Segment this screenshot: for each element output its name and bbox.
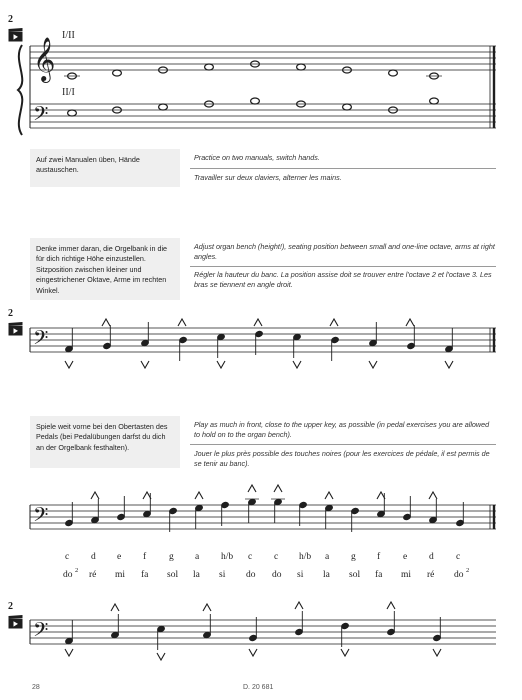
bass-clef: 𝄢 — [33, 620, 49, 646]
solfege-syllable: mi — [115, 570, 126, 580]
scale-notes — [65, 493, 465, 532]
score-system-4 — [0, 594, 522, 664]
page-number: 28 — [32, 684, 40, 691]
bass-notes — [68, 98, 439, 116]
note-letter: g — [169, 552, 174, 562]
octave-superscript: 2 — [466, 567, 470, 574]
pedal-marks — [65, 319, 453, 368]
exercise-number: 2 — [8, 14, 13, 25]
note-letter: f — [143, 552, 147, 562]
note-letter: c — [248, 552, 253, 562]
solfege-syllable: fa — [141, 570, 149, 580]
solfege-syllable: do — [63, 570, 73, 580]
brace — [18, 45, 22, 135]
solfege-syllable: la — [193, 570, 200, 580]
note-letter: g — [351, 552, 356, 562]
instruction-fr: Jouer le plus près possible des touches noires (pour les exercices de pédale, il est permis de se tenir au banc). — [194, 449, 490, 469]
bass-clef: 𝄢 — [33, 505, 49, 531]
note-letter: d — [429, 552, 434, 562]
octave-superscript: 2 — [75, 567, 79, 574]
score-system-2 — [0, 300, 522, 380]
exercise-number: 2 — [8, 601, 13, 612]
divider — [190, 444, 496, 445]
instruction-fr: Régler la hauteur du banc. La position assise doit se trouver entre l'octave 2 et l'octave 3. Les bras se tiennent en angle droit. — [194, 270, 492, 290]
note-letter: h/b — [221, 552, 234, 562]
note-letter: c — [274, 552, 279, 562]
solfege-syllable: do — [272, 570, 282, 580]
instruction-en: Adjust organ bench (height!), seating position between small and one-line octave, arms at right angles. — [194, 242, 495, 262]
instruction-en: Practice on two manuals, switch hands. — [194, 153, 320, 162]
instruction-box-de: Denke immer daran, die Orgelbank in die für dich richtige Höhe einzustellen. Sitzposition zwischen kleiner und eingestrichener Oktave, Arme im rechten Winkel. — [30, 238, 180, 300]
note-letter: c — [456, 552, 461, 562]
note-letter: h/b — [299, 552, 312, 562]
divider — [190, 168, 496, 169]
bass-clef: 𝄢 — [33, 328, 49, 354]
score-system-3 — [0, 470, 522, 550]
solfege-syllable: ré — [89, 570, 97, 580]
solfege-syllable: si — [219, 570, 226, 580]
score-system-1 — [0, 0, 522, 140]
pedal-marks — [65, 602, 441, 660]
instruction-box-de: Auf zwei Manualen üben, Hände austauschen. — [30, 149, 180, 187]
manual-label-top: I/II — [62, 30, 75, 41]
solfege-syllable: mi — [401, 570, 412, 580]
instruction-fr: Travailler sur deux claviers, alterner les mains. — [194, 173, 342, 182]
solfege-syllable: do — [246, 570, 256, 580]
bass-staff — [30, 505, 496, 529]
note-letter: f — [377, 552, 381, 562]
divider — [190, 266, 496, 267]
bass-staff — [30, 104, 496, 128]
bass-clef: 𝄢 — [33, 104, 49, 130]
exercise-number: 2 — [8, 308, 13, 319]
solfege-syllable: do — [454, 570, 464, 580]
note-letter: d — [91, 552, 96, 562]
solfege-syllable: sol — [167, 570, 179, 580]
instruction-box-de: Spiele weit vorne bei den Obertasten des Pedals (bei Pedalübungen darfst du dich an der Orgelbank festhalten). — [30, 416, 180, 468]
catalog-code: D. 20 681 — [243, 684, 274, 691]
pedal-marks — [91, 485, 437, 499]
note-letter: e — [117, 552, 122, 562]
note-letter: c — [65, 552, 70, 562]
solfege-syllable: sol — [349, 570, 361, 580]
solfege-syllable: si — [297, 570, 304, 580]
solfege-syllable: fa — [375, 570, 383, 580]
bass-staff — [30, 620, 496, 644]
solfege-syllable: ré — [427, 570, 435, 580]
solfege-syllable: la — [323, 570, 330, 580]
manual-label-bottom: II/I — [62, 87, 75, 98]
treble-staff — [30, 46, 496, 70]
note-letter: a — [325, 552, 330, 562]
note-letter: a — [195, 552, 200, 562]
instruction-en: Play as much in front, close to the upper key, as possible (in pedal exercises you are allowed to hold on to the organ bench). — [194, 420, 490, 440]
note-letter: e — [403, 552, 408, 562]
treble-clef: 𝄞 — [33, 39, 56, 81]
bass-staff — [30, 328, 496, 352]
